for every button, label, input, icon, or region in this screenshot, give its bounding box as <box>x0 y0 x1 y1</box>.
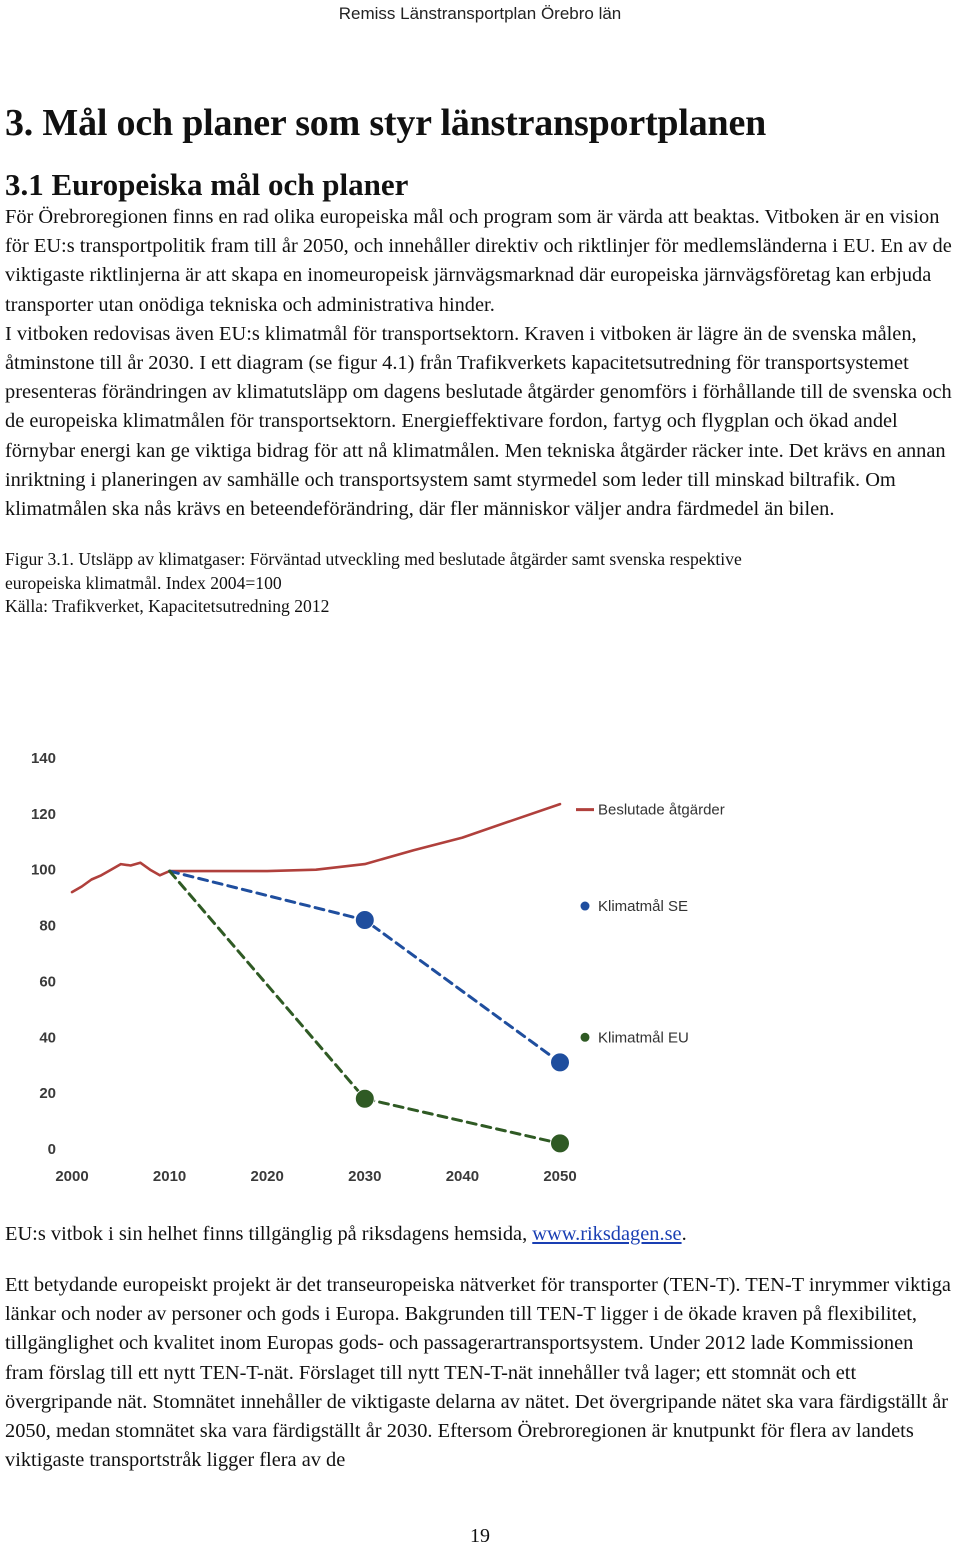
series-marker-2 <box>551 1053 570 1072</box>
paragraph-klimatmal: I vitboken redovisas även EU:s klimatmål för transportsektorn. Kraven i vitboken är lägre än de svenska målen, åtminstone till år 2030. I ett diagram (se figur 4.1) från Trafikverkets kapacitetsutredning för transportsystemet presenteras förändringen av klimatutsläpp om dagens beslutade åtgärder genomförs i förhållande till de svenska och de europeiska klimatmålen för transportsektorn. Energieffektivare fordon, fartyg och flygplan och ökad andel förnybar energi kan ge viktiga bidrag för att nå klimatmålen. Men tekniska åtgärder räcker inte. Det krävs en annan inriktning i planeringen av samhälle och transportsystem samt styrmedel som leder till minskad biltrafik. Om klimatmålen ska nås krävs en beteendeförändring, där fler människor väljer andra färdmedel än bilen. <box>5 322 952 521</box>
legend-label-2: Klimatmål SE <box>598 898 689 916</box>
ten-t-section <box>5 1271 955 1475</box>
series-line-2 <box>170 871 560 1062</box>
x-tick-label: 2010 <box>152 1168 187 1185</box>
link-line-suffix: . <box>681 1223 687 1245</box>
x-tick-label: 2020 <box>250 1168 284 1185</box>
section-title: 3. Mål och planer som styr länstransportplanen <box>5 102 767 144</box>
y-tick-label: 20 <box>39 1085 56 1103</box>
x-tick-label: 2040 <box>445 1168 480 1185</box>
y-tick-label: 100 <box>30 861 56 879</box>
body-text <box>5 203 955 524</box>
x-tick-label: 2050 <box>543 1168 577 1185</box>
y-tick-label: 40 <box>39 1029 56 1047</box>
legend-label-3: Klimatmål EU <box>598 1029 689 1047</box>
caption-line-3: Källa: Trafikverket, Kapacitetsutredning 2012 <box>5 596 330 617</box>
x-tick-label: 2030 <box>348 1168 382 1185</box>
y-tick-label: 80 <box>39 917 56 935</box>
y-tick-label: 120 <box>30 805 56 823</box>
paragraph-vitboken: För Örebroregionen finns en rad olika europeiska mål och program som är värda att beaktas. Vitboken är en vision för EU:s transportpolitik fram till år 2050, och innehåller direktiv och riktlinjer för medlemsländerna i EU. En av de viktigaste riktlinjerna är att skapa en inomeuropeisk järnvägsmarknad där europeiska järnvägsföretag kan erbjuda transporter utan onödiga tekniska och administrativa hinder. <box>5 206 952 316</box>
series-marker-3 <box>551 1134 570 1153</box>
y-tick-label: 0 <box>47 1141 56 1158</box>
running-header: Remiss Länstransportplan Örebro län <box>338 4 622 23</box>
y-tick-label: 140 <box>30 750 56 767</box>
caption-line-2: europeiska klimatmål. Index 2004=100 <box>5 572 282 593</box>
caption-line-1: Figur 3.1. Utsläpp av klimatgaser: Förväntad utveckling med beslutade åtgärder samt svenska respektive <box>5 549 742 570</box>
riksdagen-link-line <box>5 1220 687 1249</box>
main-content <box>5 100 955 619</box>
series-marker-2 <box>355 910 374 929</box>
paragraph-ten-t: Ett betydande europeiskt projekt är det transeuropeiska nätverket för transporter (TEN-T). TEN-T inrymmer viktiga länkar och noder av personer och gods i Europa. Bakgrunden till TEN-T ligger i de ökade kraven på flexibilitet, tillgänglighet och kvalitet inom Europas gods- och passagerartransportsystem. Under 2012 lade Kommissionen fram förslag till ett nytt TEN-T-nät. Förslaget till nytt TEN-T-nät innehåller två lager; ett stomnät och ett övergripande nät. Stomnätet innehåller de viktigaste delarna av nätet. Det övergripande nätet ska vara färdigställt år 2050, medan stomnätet ska vara färdigställt år 2030. Eftersom Örebroregionen är knutpunkt för flera av landets viktigaste transportstråk ligger flera av de <box>5 1274 951 1472</box>
legend-marker-2 <box>581 902 590 911</box>
riksdagen-link[interactable]: www.riksdagen.se <box>532 1223 682 1245</box>
legend-marker-3 <box>581 1033 590 1042</box>
series-line-1 <box>72 804 560 892</box>
emissions-chart-svg <box>30 740 790 1200</box>
figure-caption <box>5 548 955 619</box>
link-line-text: EU:s vitbok i sin helhet finns tillgänglig på riksdagens hemsida, <box>5 1223 533 1245</box>
emissions-chart <box>30 740 790 1200</box>
y-tick-label: 60 <box>39 973 56 991</box>
legend-label-1: Beslutade åtgärder <box>598 801 725 819</box>
series-marker-3 <box>355 1089 374 1108</box>
page-number: 19 <box>470 1525 490 1547</box>
subsection-title: 3.1 Europeiska mål och planer <box>5 167 409 202</box>
x-tick-label: 2000 <box>55 1168 89 1185</box>
